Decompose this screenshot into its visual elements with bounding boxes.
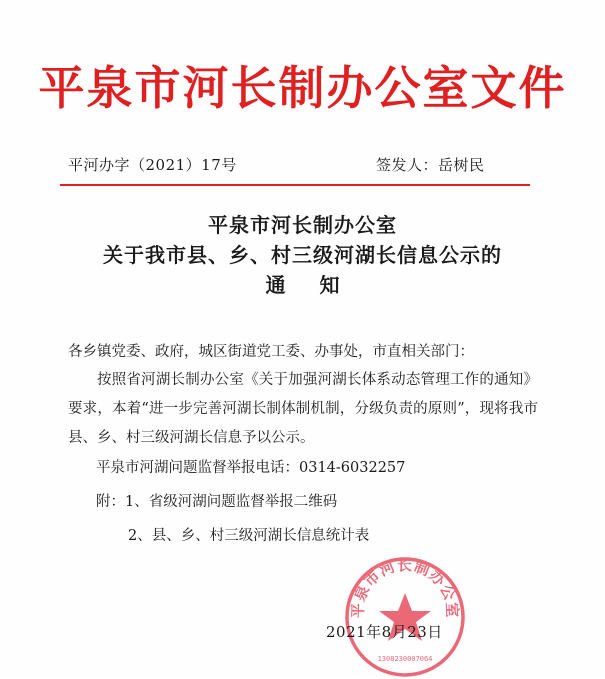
seal-code: 1308230007064 <box>377 655 433 663</box>
issuer-signature: 签发人：岳树民 <box>376 156 485 174</box>
salutation: 各乡镇党委、政府，城区街道党工委、办事处，市直相关部门： <box>68 344 474 360</box>
agency-heading: 平泉市河长制办公室文件 <box>38 61 567 115</box>
issue-date: 2021年8月23日 <box>326 623 443 641</box>
attachment-item-1: 附：1、省级河湖问题监督举报二维码 <box>96 494 338 510</box>
hotline-line: 平泉市河湖问题监督举报电话：0314-6032257 <box>96 460 406 476</box>
title-line-2: 关于我市县、乡、村三级河湖长信息公示的 <box>103 243 502 267</box>
red-divider <box>60 184 530 186</box>
seal-text: 平泉市河长制办公室 <box>348 556 462 619</box>
official-seal <box>343 555 467 679</box>
title-line-1: 平泉市河长制办公室 <box>208 213 397 237</box>
document-number: 平河办字（2021）17号 <box>68 156 237 174</box>
title-line-3: 通知 <box>265 273 374 297</box>
body-paragraph: 按照省河湖长制办公室《关于加强河湖长体系动态管理工作的通知》要求，本着“进一步完善河湖长制体制机制，分级负责的原则”，现将我市县、乡、村三级河湖长信息予以公示。 <box>68 372 538 446</box>
notice-title <box>0 210 605 300</box>
attachment-item-2: 2、县、乡、村三级河湖长信息统计表 <box>128 528 370 544</box>
